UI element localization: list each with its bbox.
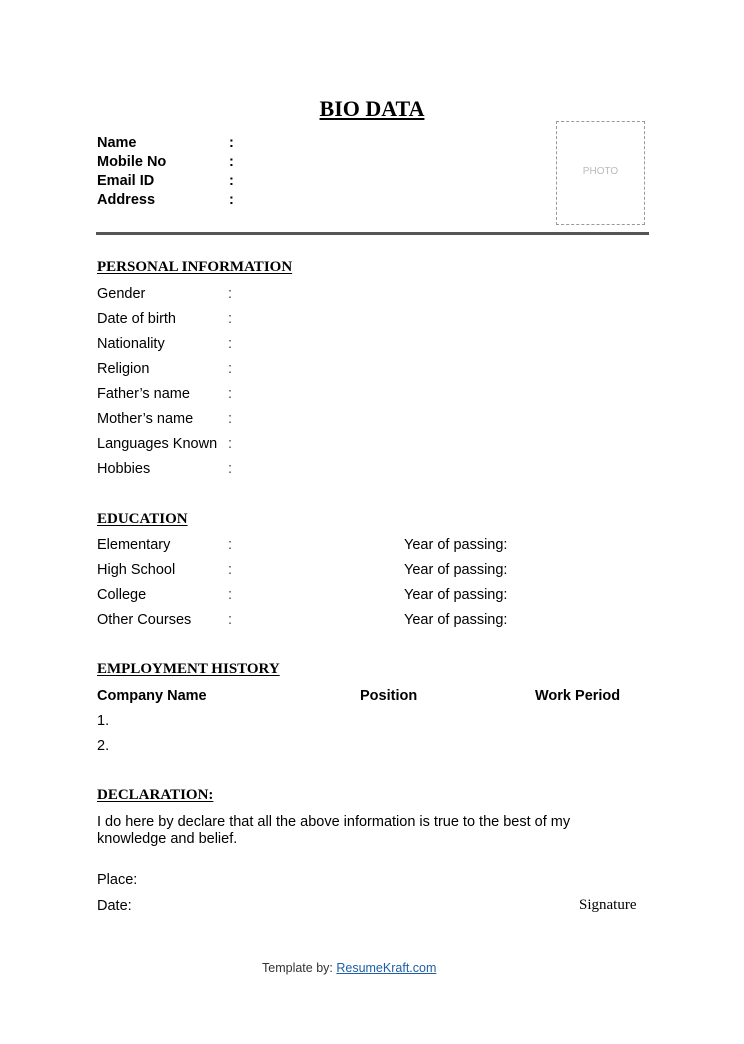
header-divider xyxy=(96,232,649,235)
section-heading-employment: EMPLOYMENT HISTORY xyxy=(97,661,280,677)
education-row: High School : Year of passing: xyxy=(97,562,508,578)
header-field-mobile: Mobile No : xyxy=(97,154,234,170)
personal-field-religion: Religion : xyxy=(97,361,233,377)
date-label: Date: xyxy=(97,898,132,914)
page-title: BIO DATA xyxy=(319,96,425,121)
section-heading-personal: PERSONAL INFORMATION xyxy=(97,259,293,275)
section-heading-education: EDUCATION xyxy=(97,511,188,527)
declaration-text-line2: knowledge and belief. xyxy=(97,831,238,847)
personal-field-nationality: Nationality : xyxy=(97,336,233,352)
personal-field-languages: Languages Known : xyxy=(97,436,233,452)
personal-field-mother: Mother’s name : xyxy=(97,411,233,427)
photo-placeholder: PHOTO xyxy=(556,121,645,225)
resumekraft-link[interactable]: ResumeKraft.com xyxy=(336,961,437,975)
header-field-name: Name : xyxy=(97,135,234,151)
column-header-company: Company Name xyxy=(97,688,207,704)
place-label: Place: xyxy=(97,872,138,888)
footer-credit: Template by: ResumeKraft.com xyxy=(262,961,437,975)
signature-label: Signature xyxy=(579,897,637,913)
employment-row: 2. xyxy=(97,738,110,754)
personal-field-gender: Gender : xyxy=(97,286,233,302)
personal-field-hobbies: Hobbies : xyxy=(97,461,233,477)
employment-row: 1. xyxy=(97,713,110,729)
header-field-email: Email ID : xyxy=(97,173,234,189)
education-row: Other Courses : Year of passing: xyxy=(97,612,508,628)
education-row: College : Year of passing: xyxy=(97,587,508,603)
personal-field-father: Father’s name : xyxy=(97,386,233,402)
personal-field-dob: Date of birth : xyxy=(97,311,233,327)
column-header-position: Position xyxy=(360,688,418,704)
education-row: Elementary : Year of passing: xyxy=(97,537,508,553)
section-heading-declaration: DECLARATION: xyxy=(97,787,214,803)
header-field-address: Address : xyxy=(97,192,234,208)
column-header-work-period: Work Period xyxy=(535,688,621,704)
declaration-text-line1: I do here by declare that all the above information is true to the best of my xyxy=(97,814,571,830)
